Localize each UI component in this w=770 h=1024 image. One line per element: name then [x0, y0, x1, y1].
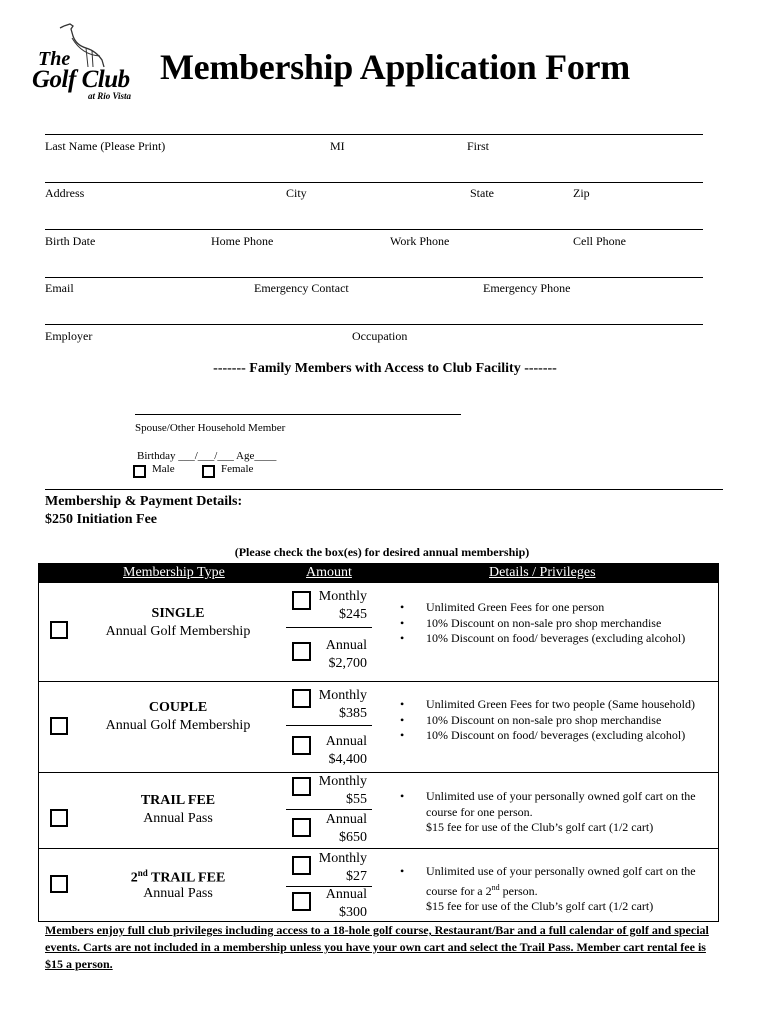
family-heading: ------- Family Members with Access to Club Facility ------- [213, 361, 557, 376]
fill-line[interactable] [45, 182, 703, 183]
logo-golf-club: Golf Club [32, 66, 130, 93]
couple-annual-label: Annual [325, 734, 367, 749]
second-trail-fee-monthly-amount: $27 [346, 869, 367, 884]
initiation-fee: $250 Initiation Fee [45, 512, 157, 527]
logo-location: at Rio Vista [88, 91, 132, 101]
trail-fee-details [400, 789, 718, 836]
list-item: • 10% Discount on non-sale pro shop merchandise [400, 616, 718, 632]
logo-the: The [38, 48, 71, 70]
list-item: • 10% Discount on food/ beverages (excluding alcohol) [400, 728, 718, 744]
birth-date-label: Birth Date [45, 234, 96, 248]
female-label: Female [221, 463, 254, 475]
couple-annual-amount: $4,400 [328, 752, 367, 767]
cell-phone-label: Cell Phone [573, 234, 626, 248]
single-name: SINGLE [151, 606, 205, 621]
fill-line[interactable] [45, 277, 703, 278]
divider [45, 489, 723, 490]
second-trail-fee-desc: Annual Pass [143, 886, 213, 901]
fill-line[interactable] [45, 324, 703, 325]
trail-fee-annual-label: Annual [325, 812, 367, 827]
list-item: • Unlimited Green Fees for two people (Same household) [400, 697, 718, 713]
footer-note: Members enjoy full club privileges including access to a 18-hole golf course, Restaurant/Bar and a full calendar of golf and special events. Carts are not included in a membership unless you have your own cart and select the Trail Pass. Member cart rental fee is $15 a person. [45, 923, 709, 971]
couple-details [400, 697, 718, 744]
list-item: • Unlimited use of your personally owned golf cart on the course for one person. [400, 789, 718, 820]
state-label: State [470, 186, 494, 200]
occupation-label: Occupation [352, 329, 408, 343]
name-number: 2 [130, 870, 138, 886]
couple-name: COUPLE [148, 700, 208, 715]
trail-fee-monthly-label: Monthly [318, 774, 367, 789]
emergency-phone-label: Emergency Phone [483, 281, 571, 295]
list-item: • 10% Discount on non-sale pro shop merchandise [400, 713, 718, 729]
single-annual-label: Annual [325, 638, 367, 653]
emergency-contact-label: Emergency Contact [254, 281, 349, 295]
couple-checkbox[interactable] [50, 717, 68, 735]
row-divider [39, 848, 718, 849]
mi-label: MI [330, 139, 345, 153]
payment-heading-block [45, 493, 242, 529]
table-header [39, 564, 718, 583]
second-trail-fee-annual-amount: $300 [339, 905, 367, 920]
employer-label: Employer [45, 329, 93, 343]
list-item: • Unlimited Green Fees for one person [400, 600, 718, 616]
single-annual-amount: $2,700 [328, 656, 367, 671]
couple-monthly-amount: $385 [339, 706, 367, 721]
spouse-fill-line[interactable] [135, 414, 461, 415]
work-phone-label: Work Phone [390, 234, 450, 248]
name-rest: TRAIL FEE [147, 870, 226, 886]
trail-fee-checkbox[interactable] [50, 809, 68, 827]
second-trail-fee-annual-label: Annual [325, 887, 367, 902]
detail-text: person. [499, 883, 538, 898]
amount-separator [286, 809, 372, 810]
second-trail-fee-details [400, 864, 718, 915]
single-checkbox[interactable] [50, 621, 68, 639]
second-trail-fee-cart-fee: $15 fee for use of the Club’s golf cart (1/2 cart) [426, 899, 654, 913]
club-logo [30, 20, 140, 102]
trail-fee-cart-fee: $15 fee for use of the Club’s golf cart (1/2 cart) [426, 820, 654, 834]
email-label: Email [45, 281, 74, 295]
single-details [400, 600, 718, 647]
last-name-label: Last Name (Please Print) [45, 139, 166, 153]
amount-separator [286, 627, 372, 628]
female-checkbox[interactable] [202, 465, 215, 478]
couple-desc: Annual Golf Membership [105, 718, 251, 733]
check-note: (Please check the box(es) for desired annual membership) [234, 545, 530, 559]
list-item: • 10% Discount on food/ beverages (excluding alcohol) [400, 631, 718, 647]
fill-line[interactable] [45, 134, 703, 135]
membership-table [38, 563, 719, 922]
detail-superscript: nd [491, 882, 500, 892]
fill-line[interactable] [45, 229, 703, 230]
trail-fee-desc: Annual Pass [143, 811, 213, 826]
couple-monthly-label: Monthly [318, 688, 367, 703]
name-superscript: nd [137, 868, 148, 878]
list-item [400, 820, 718, 836]
trail-fee-name: TRAIL FEE [140, 793, 216, 808]
trail-fee-annual-amount: $650 [339, 830, 367, 845]
page-title: Membership Application Form [160, 47, 630, 87]
amount-separator [286, 725, 372, 726]
detail-text: Unlimited use of your personally owned golf cart on the course for a 2 [426, 864, 696, 898]
second-trail-fee-name [68, 868, 288, 887]
row-divider [39, 772, 718, 773]
row-divider [39, 681, 718, 682]
header-details: Details / Privileges [489, 565, 596, 580]
home-phone-label: Home Phone [211, 234, 274, 248]
male-label: Male [152, 463, 175, 475]
second-trail-fee-monthly-label: Monthly [318, 851, 367, 866]
address-label: Address [45, 186, 85, 200]
second-trail-fee-checkbox[interactable] [50, 875, 68, 893]
single-desc: Annual Golf Membership [105, 624, 251, 639]
trail-fee-monthly-amount: $55 [346, 792, 367, 807]
birthday-age-label: Birthday ___/___/___ Age____ [137, 450, 277, 462]
list-item [400, 899, 718, 915]
single-monthly-label: Monthly [318, 589, 367, 604]
list-item [400, 864, 718, 899]
male-checkbox[interactable] [133, 465, 146, 478]
city-label: City [286, 186, 307, 200]
single-monthly-amount: $245 [339, 607, 367, 622]
zip-label: Zip [573, 186, 590, 200]
header-amount: Amount [306, 565, 352, 580]
payment-heading: Membership & Payment Details: [45, 494, 243, 509]
header-membership-type: Membership Type [123, 565, 225, 580]
first-name-label: First [467, 139, 490, 153]
spouse-label: Spouse/Other Household Member [135, 422, 286, 434]
